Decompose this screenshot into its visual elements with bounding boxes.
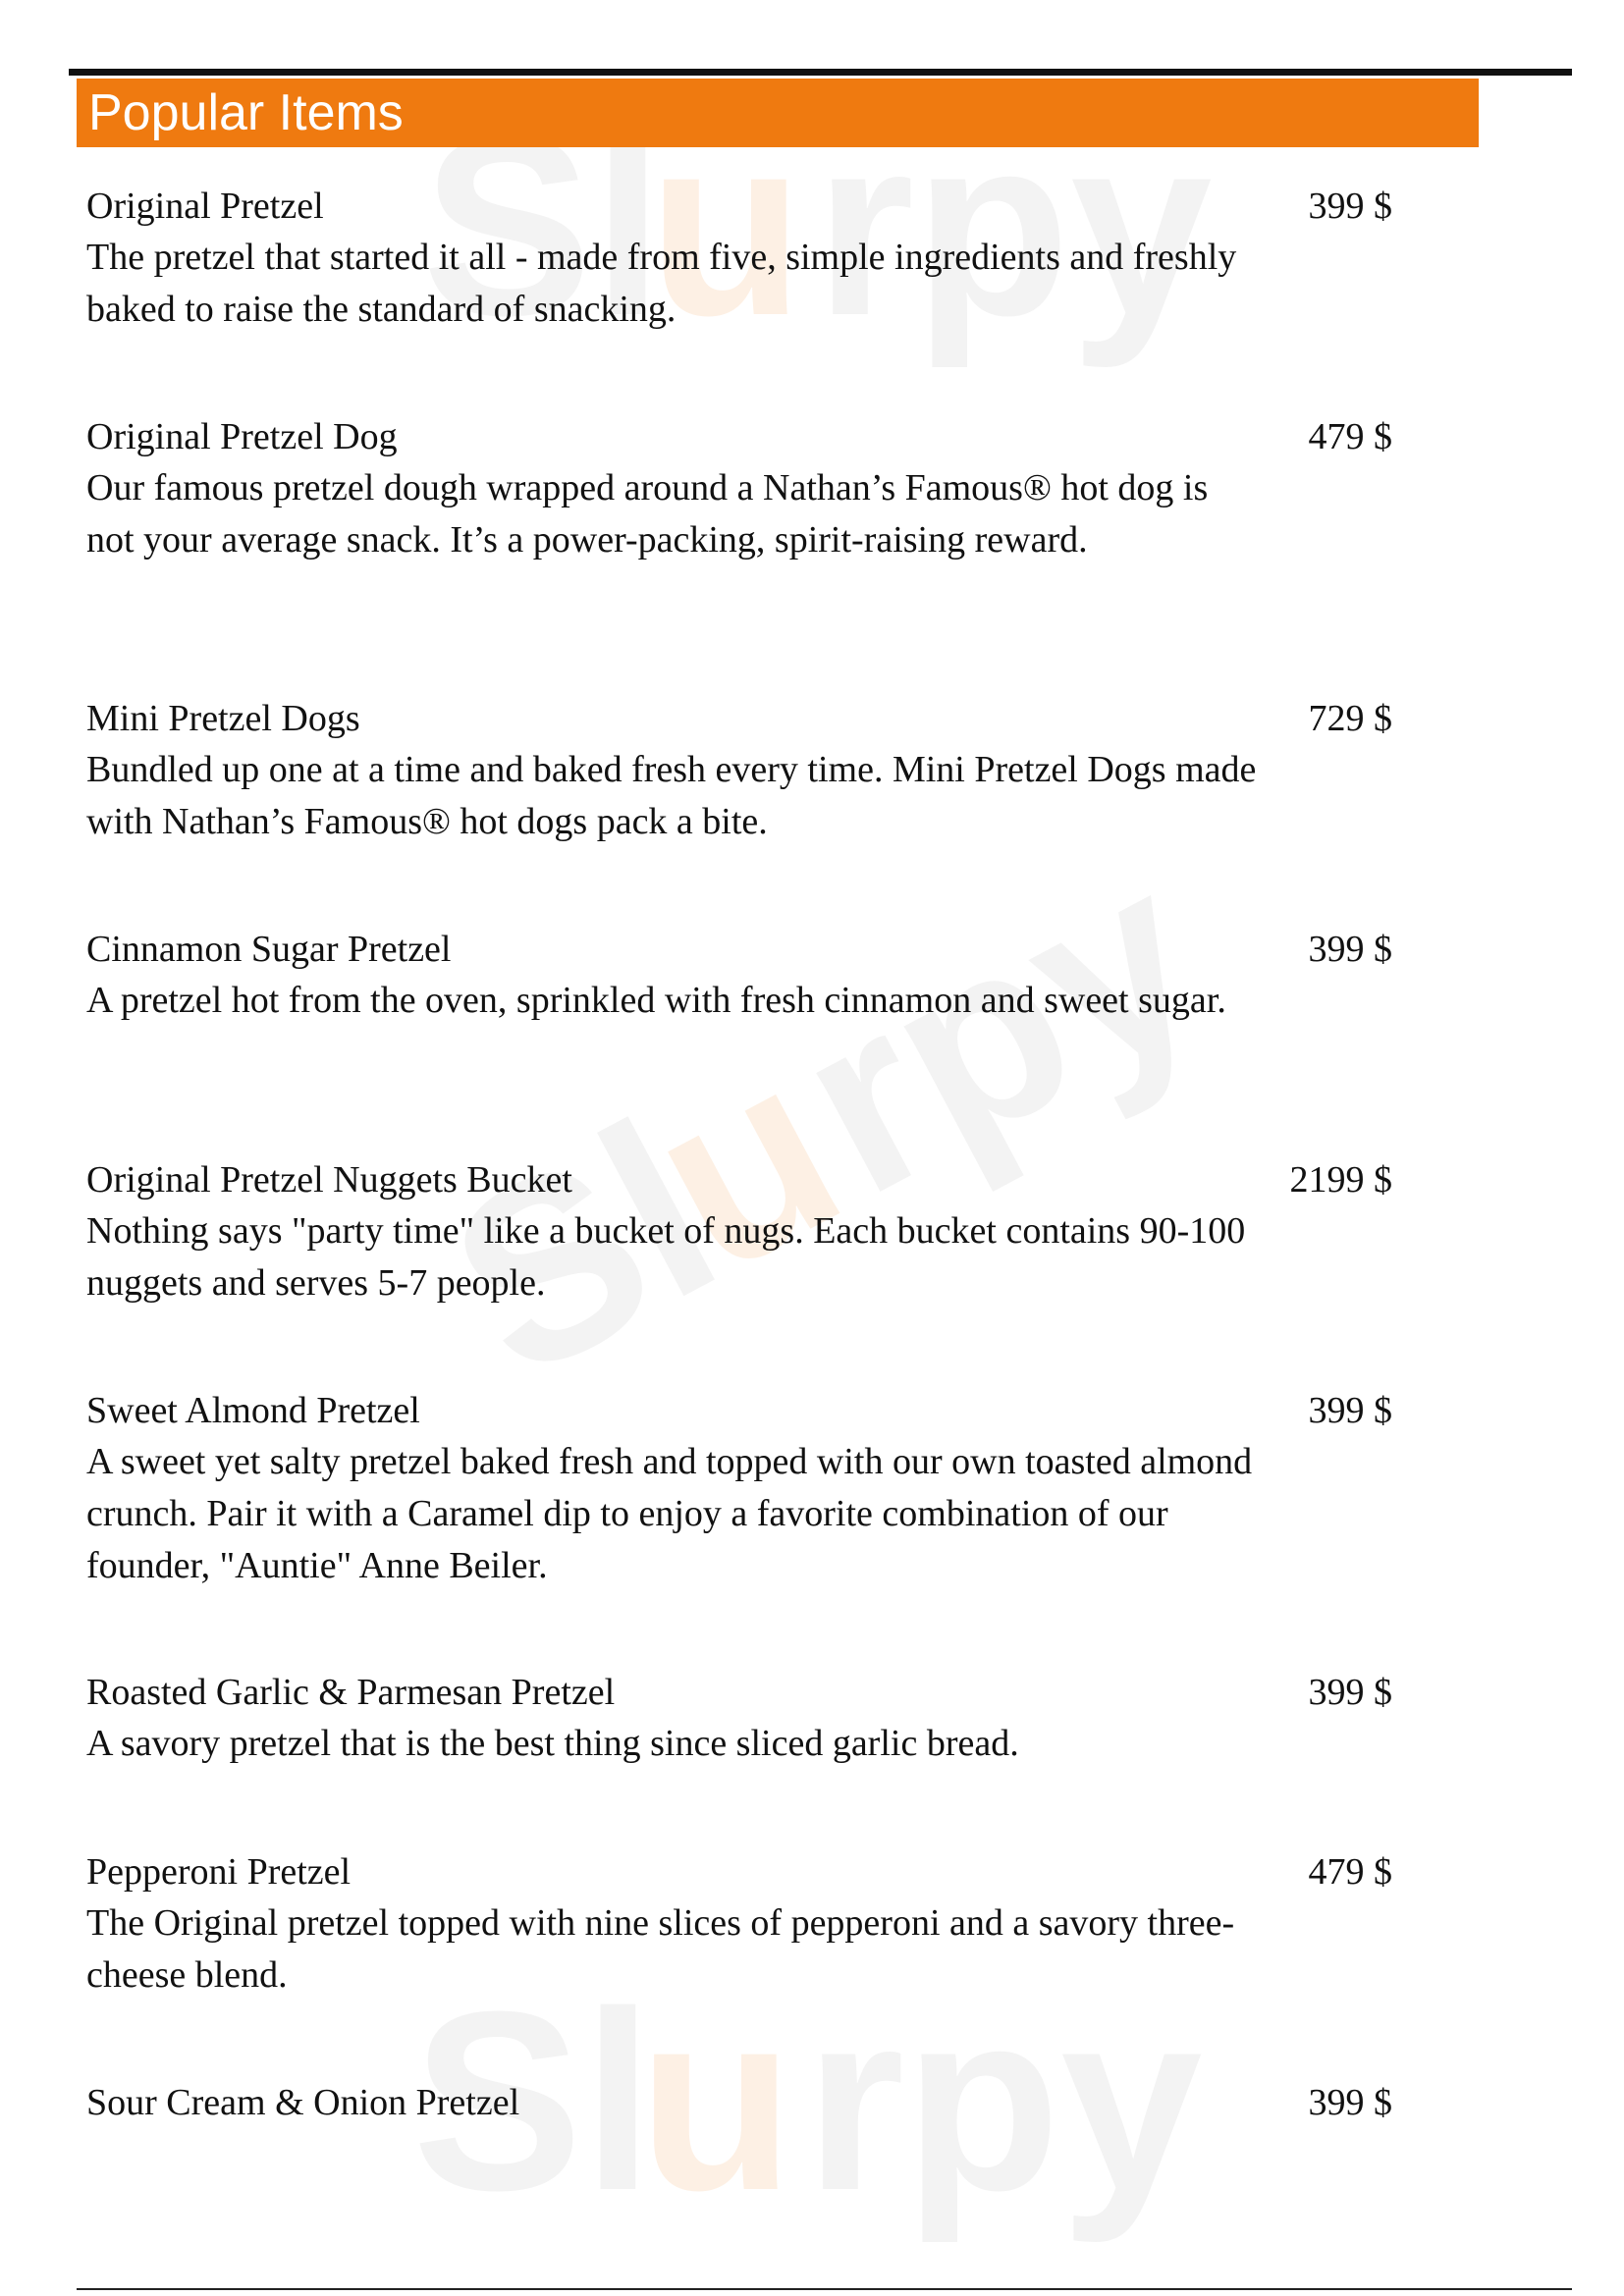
menu-item-name: Roasted Garlic & Parmesan Pretzel	[86, 1672, 616, 1713]
menu-item-description: A savory pretzel that is the best thing since sliced garlic bread.	[86, 1723, 1019, 1764]
bottom-rule	[77, 2288, 1572, 2290]
menu-item-price: 399 $	[1308, 929, 1392, 970]
menu-item-price: 399 $	[1308, 2082, 1392, 2123]
menu-item-description: Bundled up one at a time and baked fresh every time. Mini Pretzel Dogs made with Nathan’s Famous® hot dogs pack a bite.	[86, 749, 1257, 842]
menu-item-name: Pepperoni Pretzel	[86, 1851, 352, 1893]
svg-text:rpy	[805, 1959, 1204, 2245]
menu-item-price: 729 $	[1308, 698, 1392, 739]
menu-item-description: A sweet yet salty pretzel baked fresh and topped with our own toasted almond crunch. Pair it with a Caramel dip to enjoy a favorite combination of our founder, "Auntie" Anne Beiler.	[86, 1441, 1253, 1586]
menu-item-name: Mini Pretzel Dogs	[86, 698, 360, 739]
menu-item-description: A pretzel hot from the oven, sprinkled with fresh cinnamon and sweet sugar.	[86, 980, 1226, 1021]
menu-item-name: Sour Cream & Onion Pretzel	[86, 2082, 520, 2123]
svg-text:rpy	[757, 810, 1243, 1250]
menu-item-name: Sweet Almond Pretzel	[86, 1390, 420, 1431]
menu-item-name: Original Pretzel Nuggets Bucket	[86, 1159, 572, 1201]
menu-item-description: The Original pretzel topped with nine slices of pepperoni and a savory three-cheese blend.	[86, 1902, 1235, 1996]
menu-item-description: The pretzel that started it all - made from five, simple ingredients and freshly baked to raise the standard of snacking.	[86, 237, 1237, 330]
menu-item-price: 399 $	[1308, 186, 1392, 227]
menu-item-description: Nothing says "party time" like a bucket of nugs. Each bucket contains 90-100 nuggets and serves 5-7 people.	[86, 1210, 1246, 1304]
section-title: Popular Items	[88, 84, 404, 141]
menu-item-price: 479 $	[1308, 1851, 1392, 1893]
svg-text:u: u	[609, 1002, 881, 1327]
menu-item-name: Original Pretzel Dog	[86, 416, 398, 457]
menu-item-price: 399 $	[1308, 1672, 1392, 1713]
menu-item-price: 2199 $	[1289, 1159, 1392, 1201]
watermark-logo-middle	[409, 810, 1242, 1433]
watermark-logo-bottom	[412, 1959, 1204, 2245]
top-rule	[69, 69, 1572, 76]
svg-text:u: u	[638, 1959, 794, 2244]
menu-item-description: Our famous pretzel dough wrapped around a Nathan’s Famous® hot dog is not your average snack. It’s a power-packing, spirit-raising reward.	[86, 467, 1209, 561]
menu-item-price: 399 $	[1308, 1390, 1392, 1431]
svg-text:u: u	[648, 84, 804, 369]
menu-item-name: Original Pretzel	[86, 186, 324, 227]
menu-item-price: 479 $	[1308, 416, 1392, 457]
menu-item-name: Cinnamon Sugar Pretzel	[86, 929, 452, 970]
